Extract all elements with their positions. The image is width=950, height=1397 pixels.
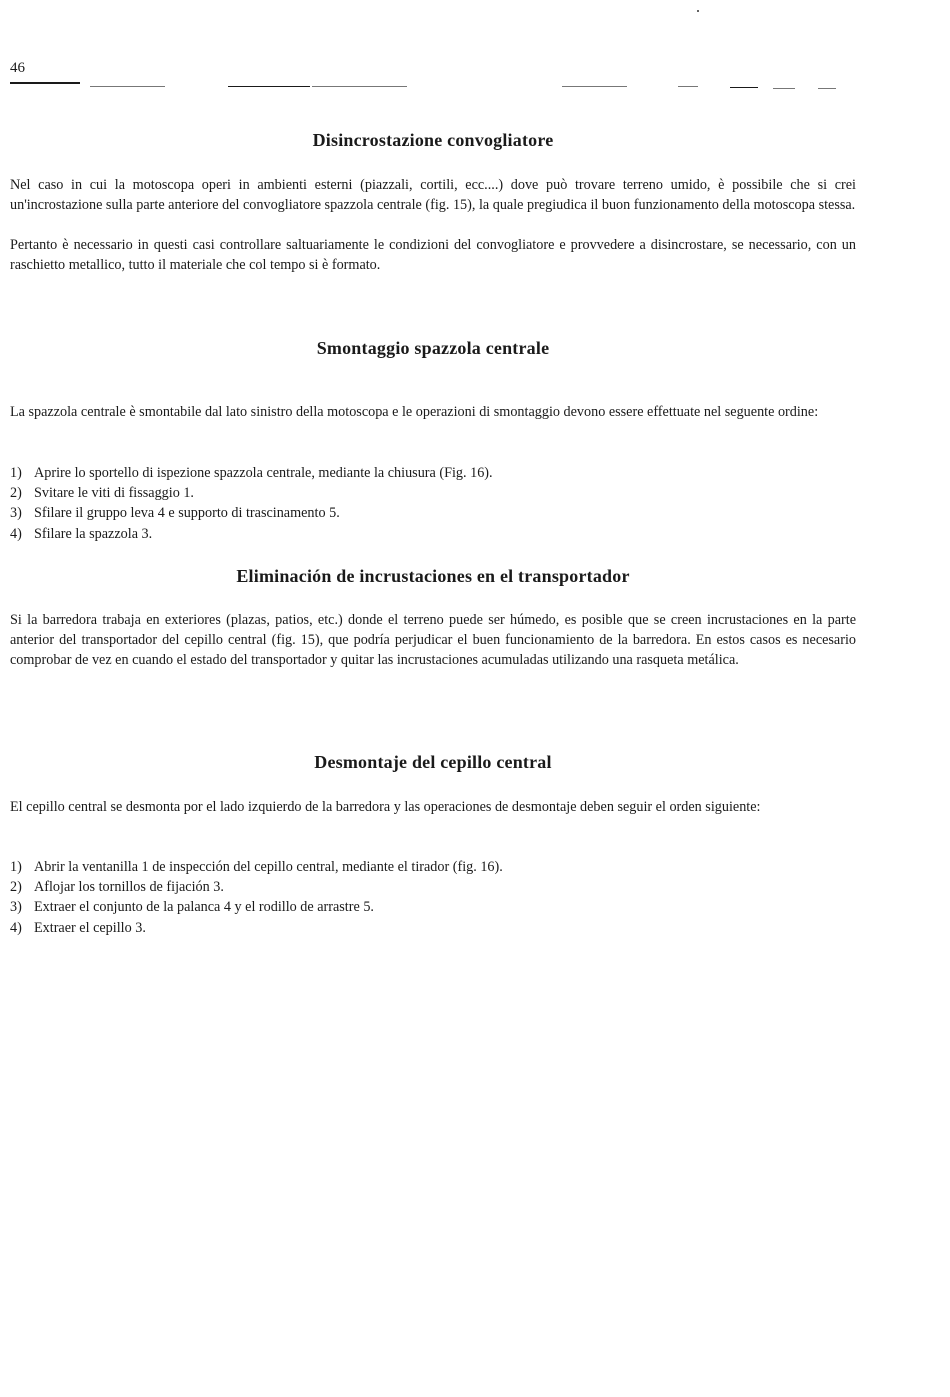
step-text: Aflojar los tornillos de fijación 3. xyxy=(34,879,224,896)
step-text: Svitare le viti di fissaggio 1. xyxy=(34,485,194,502)
page-number: 46 xyxy=(10,60,25,76)
step-text: Extraer el cepillo 3. xyxy=(34,919,146,936)
step-number: 3) xyxy=(10,505,22,522)
step-number: 3) xyxy=(10,899,22,916)
section-heading: Desmontaje del cepillo central xyxy=(314,752,552,772)
step-list xyxy=(10,463,856,544)
section-heading: Disincrostazione convogliatore xyxy=(312,130,554,150)
header-rule-fragment xyxy=(730,87,758,88)
header-rule-fragment xyxy=(678,86,698,87)
section-heading: Eliminación de incrustaciones en el transportador xyxy=(236,566,630,586)
header-rule-fragment xyxy=(562,86,627,87)
header-rule-fragment xyxy=(312,86,407,87)
header-rule-fragment xyxy=(773,88,795,89)
step-list xyxy=(10,857,856,938)
scan-speck xyxy=(697,10,699,12)
section-paragraph: El cepillo central se desmonta por el lado izquierdo de la barredora y las operaciones de desmontaje deben seguir el orden siguiente: xyxy=(10,799,761,815)
step-number: 2) xyxy=(10,485,22,502)
step-text: Sfilare il gruppo leva 4 e supporto di trascinamento 5. xyxy=(34,505,340,522)
list-item xyxy=(10,877,856,897)
header-rule xyxy=(10,82,80,84)
header-rule-fragment xyxy=(90,86,165,87)
step-number: 4) xyxy=(10,919,22,936)
step-number: 1) xyxy=(10,859,22,875)
step-text: Abrir la ventanilla 1 de inspección del cepillo central, mediante el tirador (fig. 16). xyxy=(34,859,503,875)
step-text: Sfilare la spazzola 3. xyxy=(34,525,153,542)
step-text: Aprire lo sportello di ispezione spazzola centrale, mediante la chiusura (Fig. 16). xyxy=(34,465,493,481)
list-item xyxy=(10,463,856,483)
section-paragraph: Nel caso in cui la motoscopa operi in ambienti esterni (piazzali, cortili, ecc....) dove può trovare terreno umido, è possibile che si crei un'incrostazione sulla parte anteriore del convogliatore spazzola centrale (fig. 15), la quale pregiudica il buon funzionamento della motoscopa stessa. xyxy=(10,177,856,214)
step-number: 4) xyxy=(10,525,22,542)
list-item xyxy=(10,857,856,877)
header-rule-fragment xyxy=(228,86,310,87)
section-paragraph: Pertanto è necessario in questi casi controllare saltuariamente le condizioni del convogliatore e provvedere a disincrostare, se necessario, con un raschietto metallico, tutto il materiale che col tempo si è formato. xyxy=(10,237,856,274)
list-item xyxy=(10,483,856,503)
list-item xyxy=(10,897,856,917)
step-number: 2) xyxy=(10,879,22,896)
step-text: Extraer el conjunto de la palanca 4 y el rodillo de arrastre 5. xyxy=(34,899,374,916)
section-paragraph: Si la barredora trabaja en exteriores (plazas, patios, etc.) donde el terreno puede ser húmedo, es posible que se creen incrustaciones en la parte anterior del transportador del cepillo central (fig. 15), que podría perjudicar el buen funcionamiento de la barredora. En estos casos es necesario comprobar de vez en cuando el estado del transportador y quitar las incrustaciones acumuladas utilizando una rasqueta metálica. xyxy=(10,612,856,669)
section-paragraph: La spazzola centrale è smontabile dal lato sinistro della motoscopa e le operazioni di smontaggio devono essere effettuate nel seguente ordine: xyxy=(10,404,819,420)
list-item xyxy=(10,503,856,523)
header-rule-fragment xyxy=(818,88,836,89)
section-heading: Smontaggio spazzola centrale xyxy=(316,338,550,358)
list-item xyxy=(10,524,856,544)
step-number: 1) xyxy=(10,465,22,481)
list-item xyxy=(10,918,856,938)
